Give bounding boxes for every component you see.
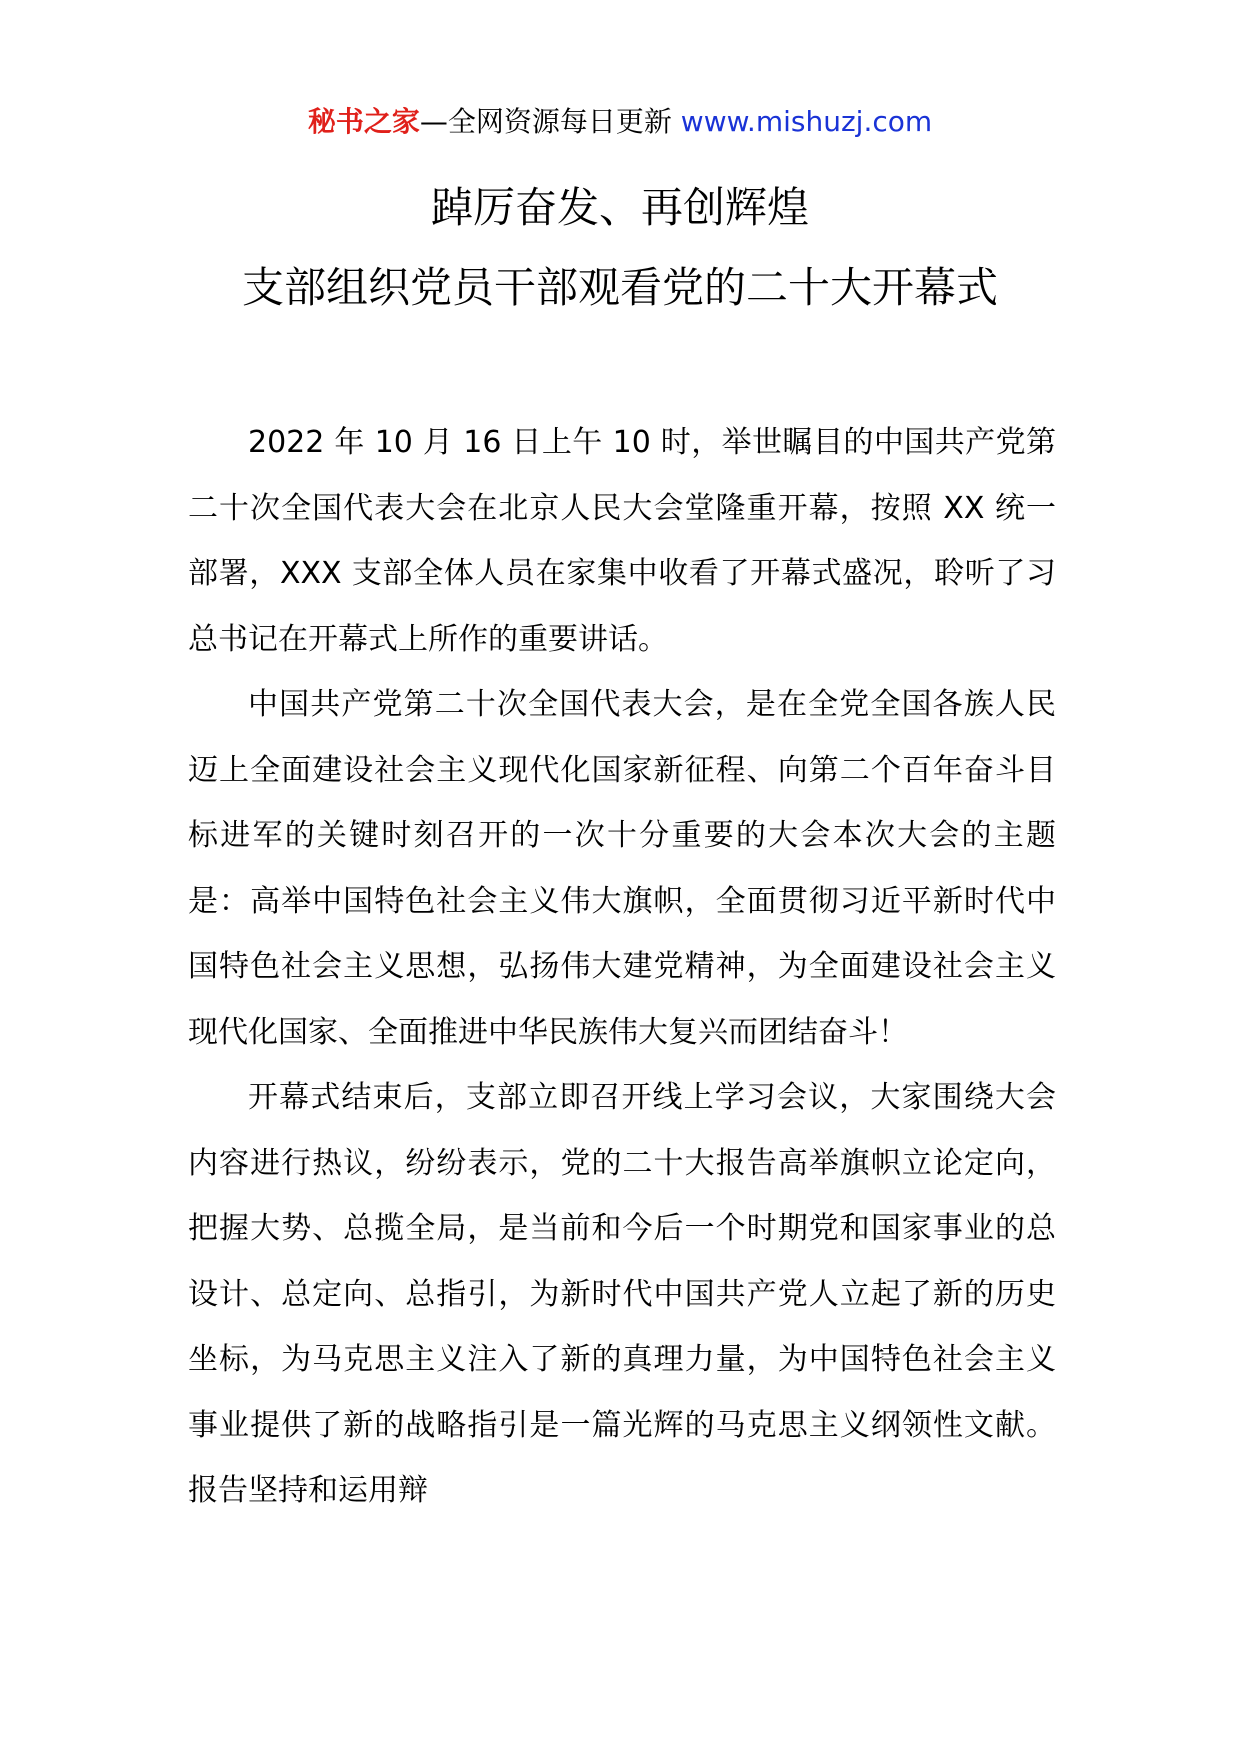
- site-header: [0, 102, 1240, 142]
- document-title: 踔厉奋发、再创辉煌: [430, 183, 809, 232]
- site-url-link[interactable]: www.mishuzj.com: [680, 105, 933, 138]
- header-tagline: —全网资源每日更新: [419, 105, 672, 138]
- document-subtitle: 支部组织党员干部观看党的二十大开幕式: [241, 263, 998, 312]
- paragraph-2: 中国共产党第二十次全国代表大会，是在全党全国各族人民迈上全面建设社会主义现代化国家新征程、向第二个百年奋斗目标进军的关键时刻召开的一次十分重要的大会本次大会的主题是：高举中国特色社会主义伟大旗帜，全面贯彻习近平新时代中国特色社会主义思想，弘扬伟大建党精神，为全面建设社会主义现代化国家、全面推进中华民族伟大复兴而团结奋斗！: [188, 687, 1056, 1050]
- brand-name: 秘书之家: [307, 105, 420, 138]
- paragraph-3: 开幕式结束后，支部立即召开线上学习会议，大家围绕大会内容进行热议，纷纷表示，党的二十大报告高举旗帜立论定向，把握大势、总揽全局，是当前和今后一个时期党和国家事业的总设计、总定向、总指引，为新时代中国共产党人立起了新的历史坐标，为马克思主义注入了新的真理力量，为中国特色社会主义事业提供了新的战略指引是一篇光辉的马克思主义纲领性文献。报告坚持和运用辩: [188, 1080, 1056, 1508]
- document-body: [188, 410, 1056, 1524]
- paragraph-1: 2022 年 10 月 16 日上午 10 时，举世瞩目的中国共产党第二十次全国代表大会在北京人民大会堂隆重开幕，按照 XX 统一部署，XXX 支部全体人员在家集中收看了开幕式盛况，聆听了习总书记在开幕式上所作的重要讲话。: [188, 425, 1056, 657]
